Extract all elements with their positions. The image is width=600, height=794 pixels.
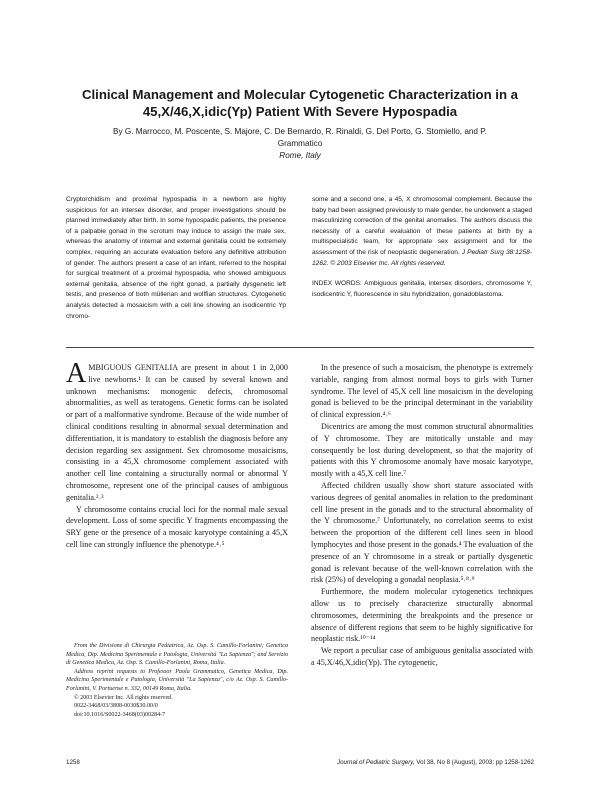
- abstract-text-left: Cryptorchidism and proximal hypospadia in a newborn are highly suspicious for an intersex disorder, and proper investigations should be planned immediately after birth. In some hypospadic patients, the presence of a palpable gonad in the scrotum may induce to assign the male sex, whereas the anatomy of internal and external genitalia could be extremely complex, requiring an accurate evaluation before any definitive attribution of gender. The authors present a case of an infant, referred to the hospital for surgical treatment of a proximal hypospadia, who showed ambiguous external genitalia, absence of the right gonad, a partially dysgenetic left testis, and presence of both müllerian and wolffian structures. Cytogenetic analysis detected a mosaicism with a cell line showing an isodicentric Yp chromo-: [66, 196, 286, 320]
- journal-name: Journal of Pediatric Surgery,: [337, 759, 415, 766]
- author-block: [90, 126, 510, 162]
- abstract-text-right-body: some and a second one, a 45, X chromosomal complement. Because the baby had been assigned previously to male gender, he underwent a staged masculinizing correction of the genital anomalies. The authors discuss the necessity of a careful evaluation of these patients at birth by a multispecialistic team, for appropriate sex assignment and for the assessment of the risk of neoplastic degeneration.: [312, 196, 532, 256]
- footnote-issn: 0022-3468/03/3808-0030$30.00/0: [74, 703, 158, 710]
- page-number: 1258: [66, 759, 80, 766]
- body-paragraph: Furthermore, the modern molecular cytogenetics techniques allow us to precisely characterize structurally abnormal chromosomes, determining the breakpoints and the presence or absence of different regions that seem to be highly significative for neoplastic risk.¹⁰⁻¹⁴: [311, 587, 533, 644]
- index-words: INDEX WORDS: Ambiguous genitalia, intersex disorders, chromosome Y, isodicentric Y, fluorescence in situ hybridization, gonadoblastoma.: [312, 280, 532, 298]
- body-left-column: [66, 358, 288, 551]
- drop-cap: A: [66, 358, 87, 389]
- footnote-copyright: © 2003 Elsevier Inc. All rights reserved.: [74, 694, 173, 701]
- body-paragraph: In the presence of such a mosaicism, the phenotype is extremely variable, ranging from almost normal boys to girls with Turner syndrome. The level of 45,X cell line mosaicism in the developing gonad is believed to be the principal determinant in the variability of clinical expression.⁴˒⁶: [311, 363, 533, 420]
- body-right-column: [311, 362, 533, 669]
- footnotes: [66, 642, 288, 719]
- abstract-left-column: [66, 195, 286, 322]
- abstract-right-column: [312, 195, 532, 310]
- body-paragraph-text: MBIGUOUS GENITALIA are present in about 1 in 2,000 live newborns.¹ It can be caused by several known and unknown mechanisms: monogenic defects, chromosomal abnormalities, as well as teratogens. Genetic forms can be isolated or part of a malformative syndrome. Because of the wide number of clinical conditions resulting in abnormal sexual determination and differentiation, it is mandatory to establish the diagnosis before any decision regarding sex assignment. Sex chromosome mosaicisms, consisting in a 45,X chromosome complement associated with another cell line containing a structurally normal or abnormal Y chromosome, represent one of the principal causes of ambiguous genitalia.²˒³: [66, 363, 288, 502]
- footnote-doi: doi:10.1016/S0022-3468(03)00284-7: [74, 711, 166, 718]
- body-paragraph: Dicentrics are among the most common structural abnormalities of Y chromosome. They are mitotically unstable and may consequently be lost during development, so that the majority of patients with this Y chromosome anomaly have mosaic karyotype, mostly with a 45,X cell line.⁷: [311, 421, 533, 479]
- body-paragraph: We report a peculiar case of ambiguous genitalia associated with a 45,X/46,X,idic(Yp). The cytogenetic,: [311, 646, 533, 667]
- body-paragraph: [66, 358, 288, 504]
- paper-title: Clinical Management and Molecular Cytogenetic Characterization in a 45,X/46,X,idic(Yp) Patient With Severe Hypospadia: [81, 87, 519, 119]
- affiliation: Rome, Italy: [279, 151, 321, 160]
- journal-issue: Vol 38, No 8 (August), 2003: pp 1258-1262: [416, 759, 534, 766]
- author-list: By G. Marrocco, M. Poscente, S. Majore, C. De Bernardo, R. Rinaldi, G. Del Porto, G. Stomiello, and P. Grammatico: [113, 127, 487, 148]
- body-paragraph: Y chromosome contains crucial loci for the normal male sexual development. Loss of some specific Y fragments encompassing the SRY gene or the presence of a mosaic karyotype containing a 45,X cell line can strongly influence the phenotype.⁴˒⁵: [66, 504, 288, 549]
- abstract-citation: J Pediatr Surg 38:1258-1262. © 2003 Elsevier Inc. All rights reserved.: [312, 248, 532, 267]
- running-footer: [278, 759, 534, 766]
- body-paragraph: Affected children usually show short stature associated with various degrees of genital anomalies in relation to the predominant cell line present in the gonads and to the structural abnormality of the Y chromosome.⁷ Unfortunately, no correlation seems to exist between the proportion of the different cell lines seen in blood lymphocytes and those present in the gonads.⁴ The evaluation of the presence of an Y chromosome in a streak or partially dysgenetic gonad is relevant because of the well-known correlation with the risk (25%) of developing a gonadal neoplasia.⁵˒⁸˒⁹: [311, 480, 533, 585]
- footnote-address: Address reprint requests to Professor Paola Grammatico, Genetica Medica, Dip. Medicina Sperimentale e Patologia, Università "La Sapienza", c/o Az. Osp. S. Camillo-Forlanini, V. Portuense n. 332, 00149 Roma, Italia.: [66, 668, 288, 692]
- footnote-affiliation: From the Divisione di Chirurgia Pediatrica, Az. Osp. S. Camillo-Forlanini; Genetica Medica, Dip. Medicina Sperimentale e Patologia, Università "La Sapienza"; and Servizio di Genetica Medica, Az. Osp. S. Camillo-Forlanini, Roma, Italia.: [66, 643, 288, 667]
- section-divider: [66, 347, 534, 348]
- abstract-text-right: [312, 195, 532, 269]
